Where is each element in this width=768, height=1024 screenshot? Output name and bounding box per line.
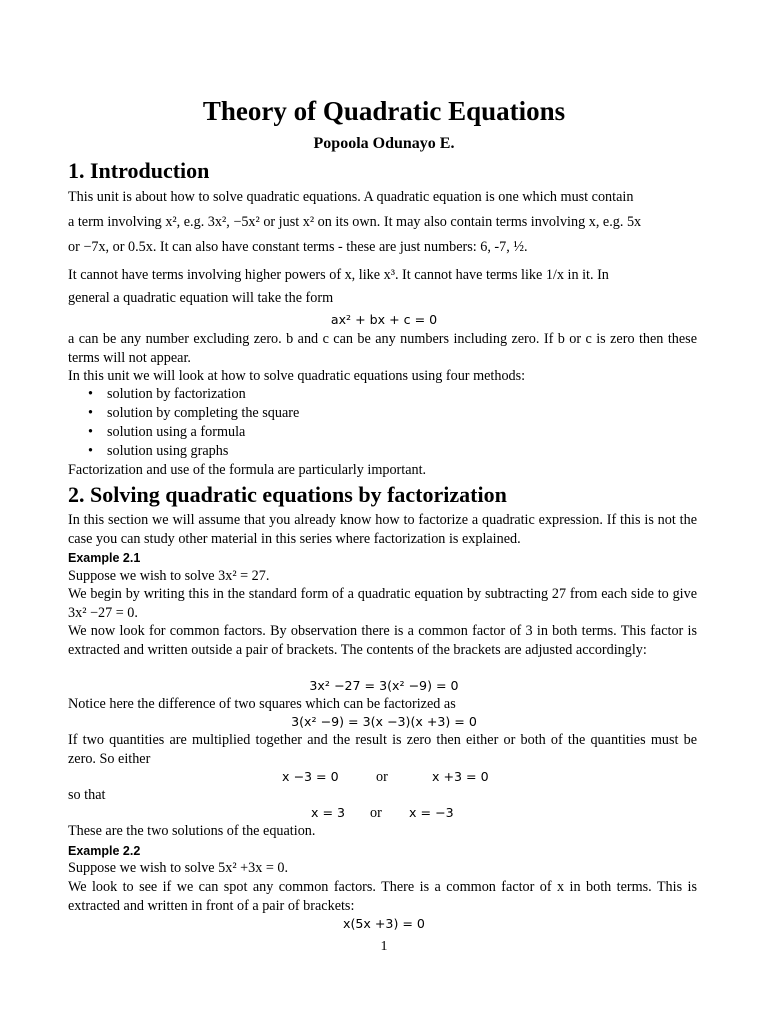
methods-note: Factorization and use of the formula are particularly important. [68, 462, 427, 478]
section-1-heading: 1. Introduction [68, 158, 210, 183]
coefficients-paragraph: a can be any number excluding zero. b and c can be any numbers including zero. If b or c is zero then these terms will not appear. [68, 331, 697, 366]
example-2-2-line-1: Suppose we wish to solve 5x² +3x = 0. [68, 860, 289, 876]
intro-line-2: a term involving x², e.g. 3x², −5x² or just x² on its own. It may also contain terms involving x, e.g. 5x [68, 214, 642, 230]
example-2-2-label: Example 2.2 [68, 844, 141, 858]
method-item: • solution using graphs [88, 442, 299, 461]
general-form-equation: ax² + bx + c = 0 [330, 312, 438, 327]
methods-intro: In this unit we will look at how to solve quadratic equations using four methods: [68, 368, 526, 384]
example-2-2-line-2: We look to see if we can spot any common factors. There is a common factor of x in both terms. This is extracted and written in front of a pair of brackets: [68, 879, 697, 914]
methods-list [88, 385, 299, 461]
section-2-heading: 2. Solving quadratic equations by factorization [68, 482, 507, 507]
author-name: Popoola Odunayo E. [313, 135, 455, 152]
example-2-1-line-2: We begin by writing this in the standard form of a quadratic equation by subtracting 27 from each side to give 3x² −27 = 0. [68, 586, 697, 621]
example-2-1-line-5: If two quantities are multiplied together and the result is zero then either or both of the quantities must be zero. So either [68, 732, 697, 767]
document-title: Theory of Quadratic Equations [202, 96, 566, 126]
example-2-1-or-2: or [370, 805, 382, 821]
method-item: • solution using a formula [88, 423, 299, 442]
example-2-1-so-that: so that [68, 787, 106, 803]
example-2-1-root-eq-left: x −3 = 0 [282, 769, 339, 784]
method-item: • solution by factorization [88, 385, 299, 404]
intro-line-5: general a quadratic equation will take the form [68, 290, 334, 306]
intro-line-1: This unit is about how to solve quadratic equations. A quadratic equation is one which must contain [68, 189, 634, 205]
example-2-1-label: Example 2.1 [68, 551, 141, 565]
intro-line-4: It cannot have terms involving higher powers of x, like x³. It cannot have terms like 1/x in it. In [68, 267, 609, 283]
example-2-1-line-1: Suppose we wish to solve 3x² = 27. [68, 568, 270, 584]
example-2-1-line-6: These are the two solutions of the equation. [68, 823, 316, 839]
example-2-1-equation-2: 3(x² −9) = 3(x −3)(x +3) = 0 [291, 714, 477, 729]
example-2-1-line-4: Notice here the difference of two squares which can be factorized as [68, 696, 456, 712]
example-2-1-root-left: x = 3 [311, 805, 346, 820]
example-2-1-root-right: x = −3 [409, 805, 454, 820]
intro-line-3: or −7x, or 0.5x. It can also have constant terms - these are just numbers: 6, -7, ½. [68, 239, 528, 255]
example-2-2-equation: x(5x +3) = 0 [343, 916, 425, 931]
example-2-1-equation-1: 3x² −27 = 3(x² −9) = 0 [309, 678, 459, 693]
page-number: 1 [380, 939, 388, 954]
section-2-intro: In this section we will assume that you already know how to factorize a quadratic expression. If this is not the case you can study other material in this series where factorization is explained. [68, 512, 697, 547]
example-2-1-or-1: or [376, 769, 388, 785]
method-item: • solution by completing the square [88, 404, 299, 423]
example-2-1-root-eq-right: x +3 = 0 [432, 769, 489, 784]
example-2-1-line-3: We now look for common factors. By observation there is a common factor of 3 in both terms. This factor is extracted and written outside a pair of brackets. The contents of the brackets are adjusted accordingly: [68, 623, 697, 658]
